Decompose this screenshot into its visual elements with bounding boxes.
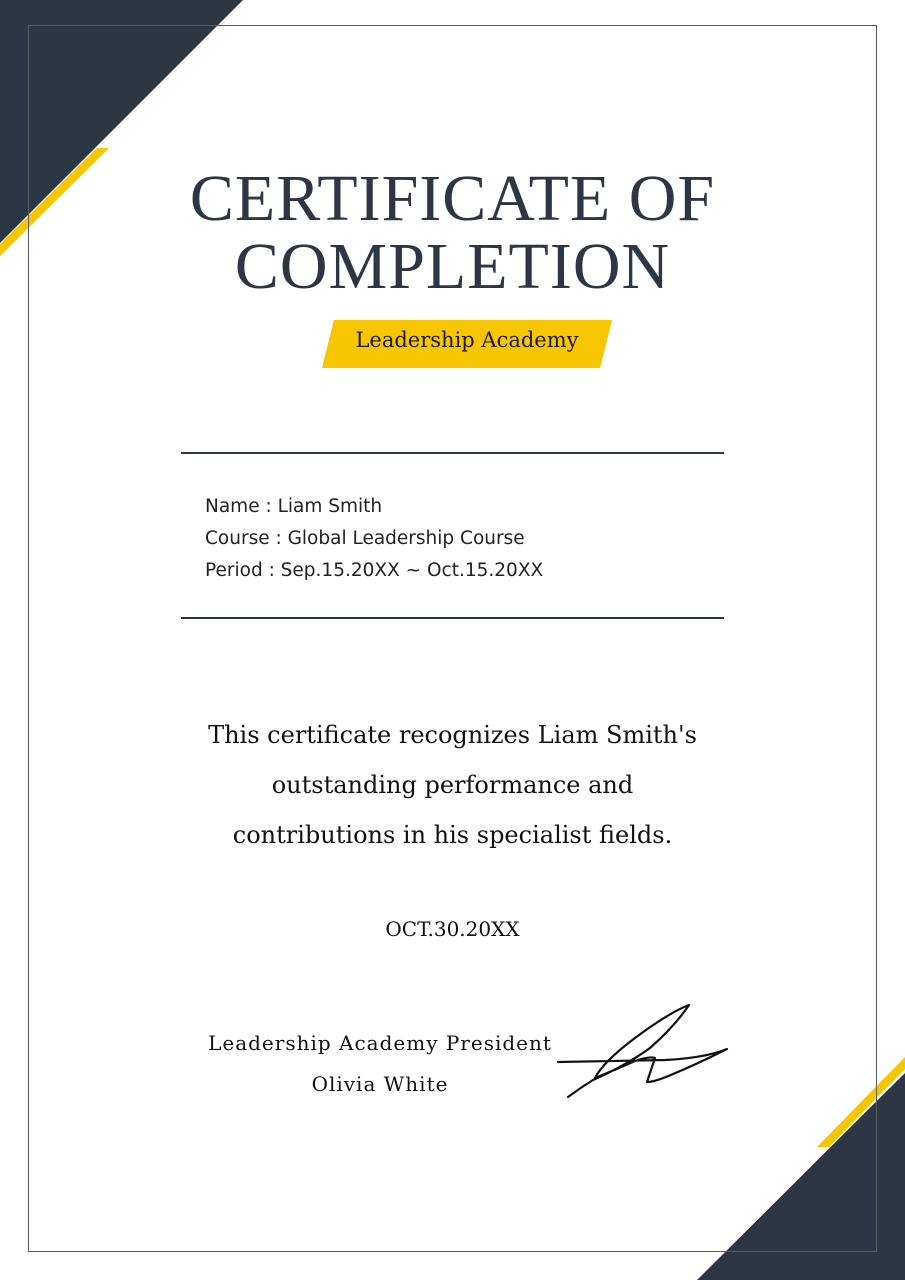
signer-name: Olivia White [311,1072,449,1096]
signature-image [555,1000,735,1110]
divider-top [181,452,724,454]
recognition-line: outstanding performance and [271,771,634,799]
issue-date: OCT.30.20XX [385,917,520,941]
title-line-1: CERTIFICATE OF [189,162,716,235]
recognition-line: This certificate recognizes Liam Smith's [208,721,697,749]
recipient-name: Name : Liam Smith [205,496,383,517]
recipient-details [205,491,543,587]
organization-ribbon [322,320,612,368]
title-line-2: COMPLETION [234,230,671,303]
recognition-line: contributions in his specialist fields. [232,821,673,849]
certificate-title [0,162,905,303]
course-period: Period : Sep.15.20XX ~ Oct.15.20XX [205,560,544,581]
organization-name: Leadership Academy [355,328,579,352]
divider-bottom [181,617,724,619]
signer-title: Leadership Academy President [208,1031,552,1055]
course-name: Course : Global Leadership Course [205,528,525,549]
recognition-text [0,710,905,860]
